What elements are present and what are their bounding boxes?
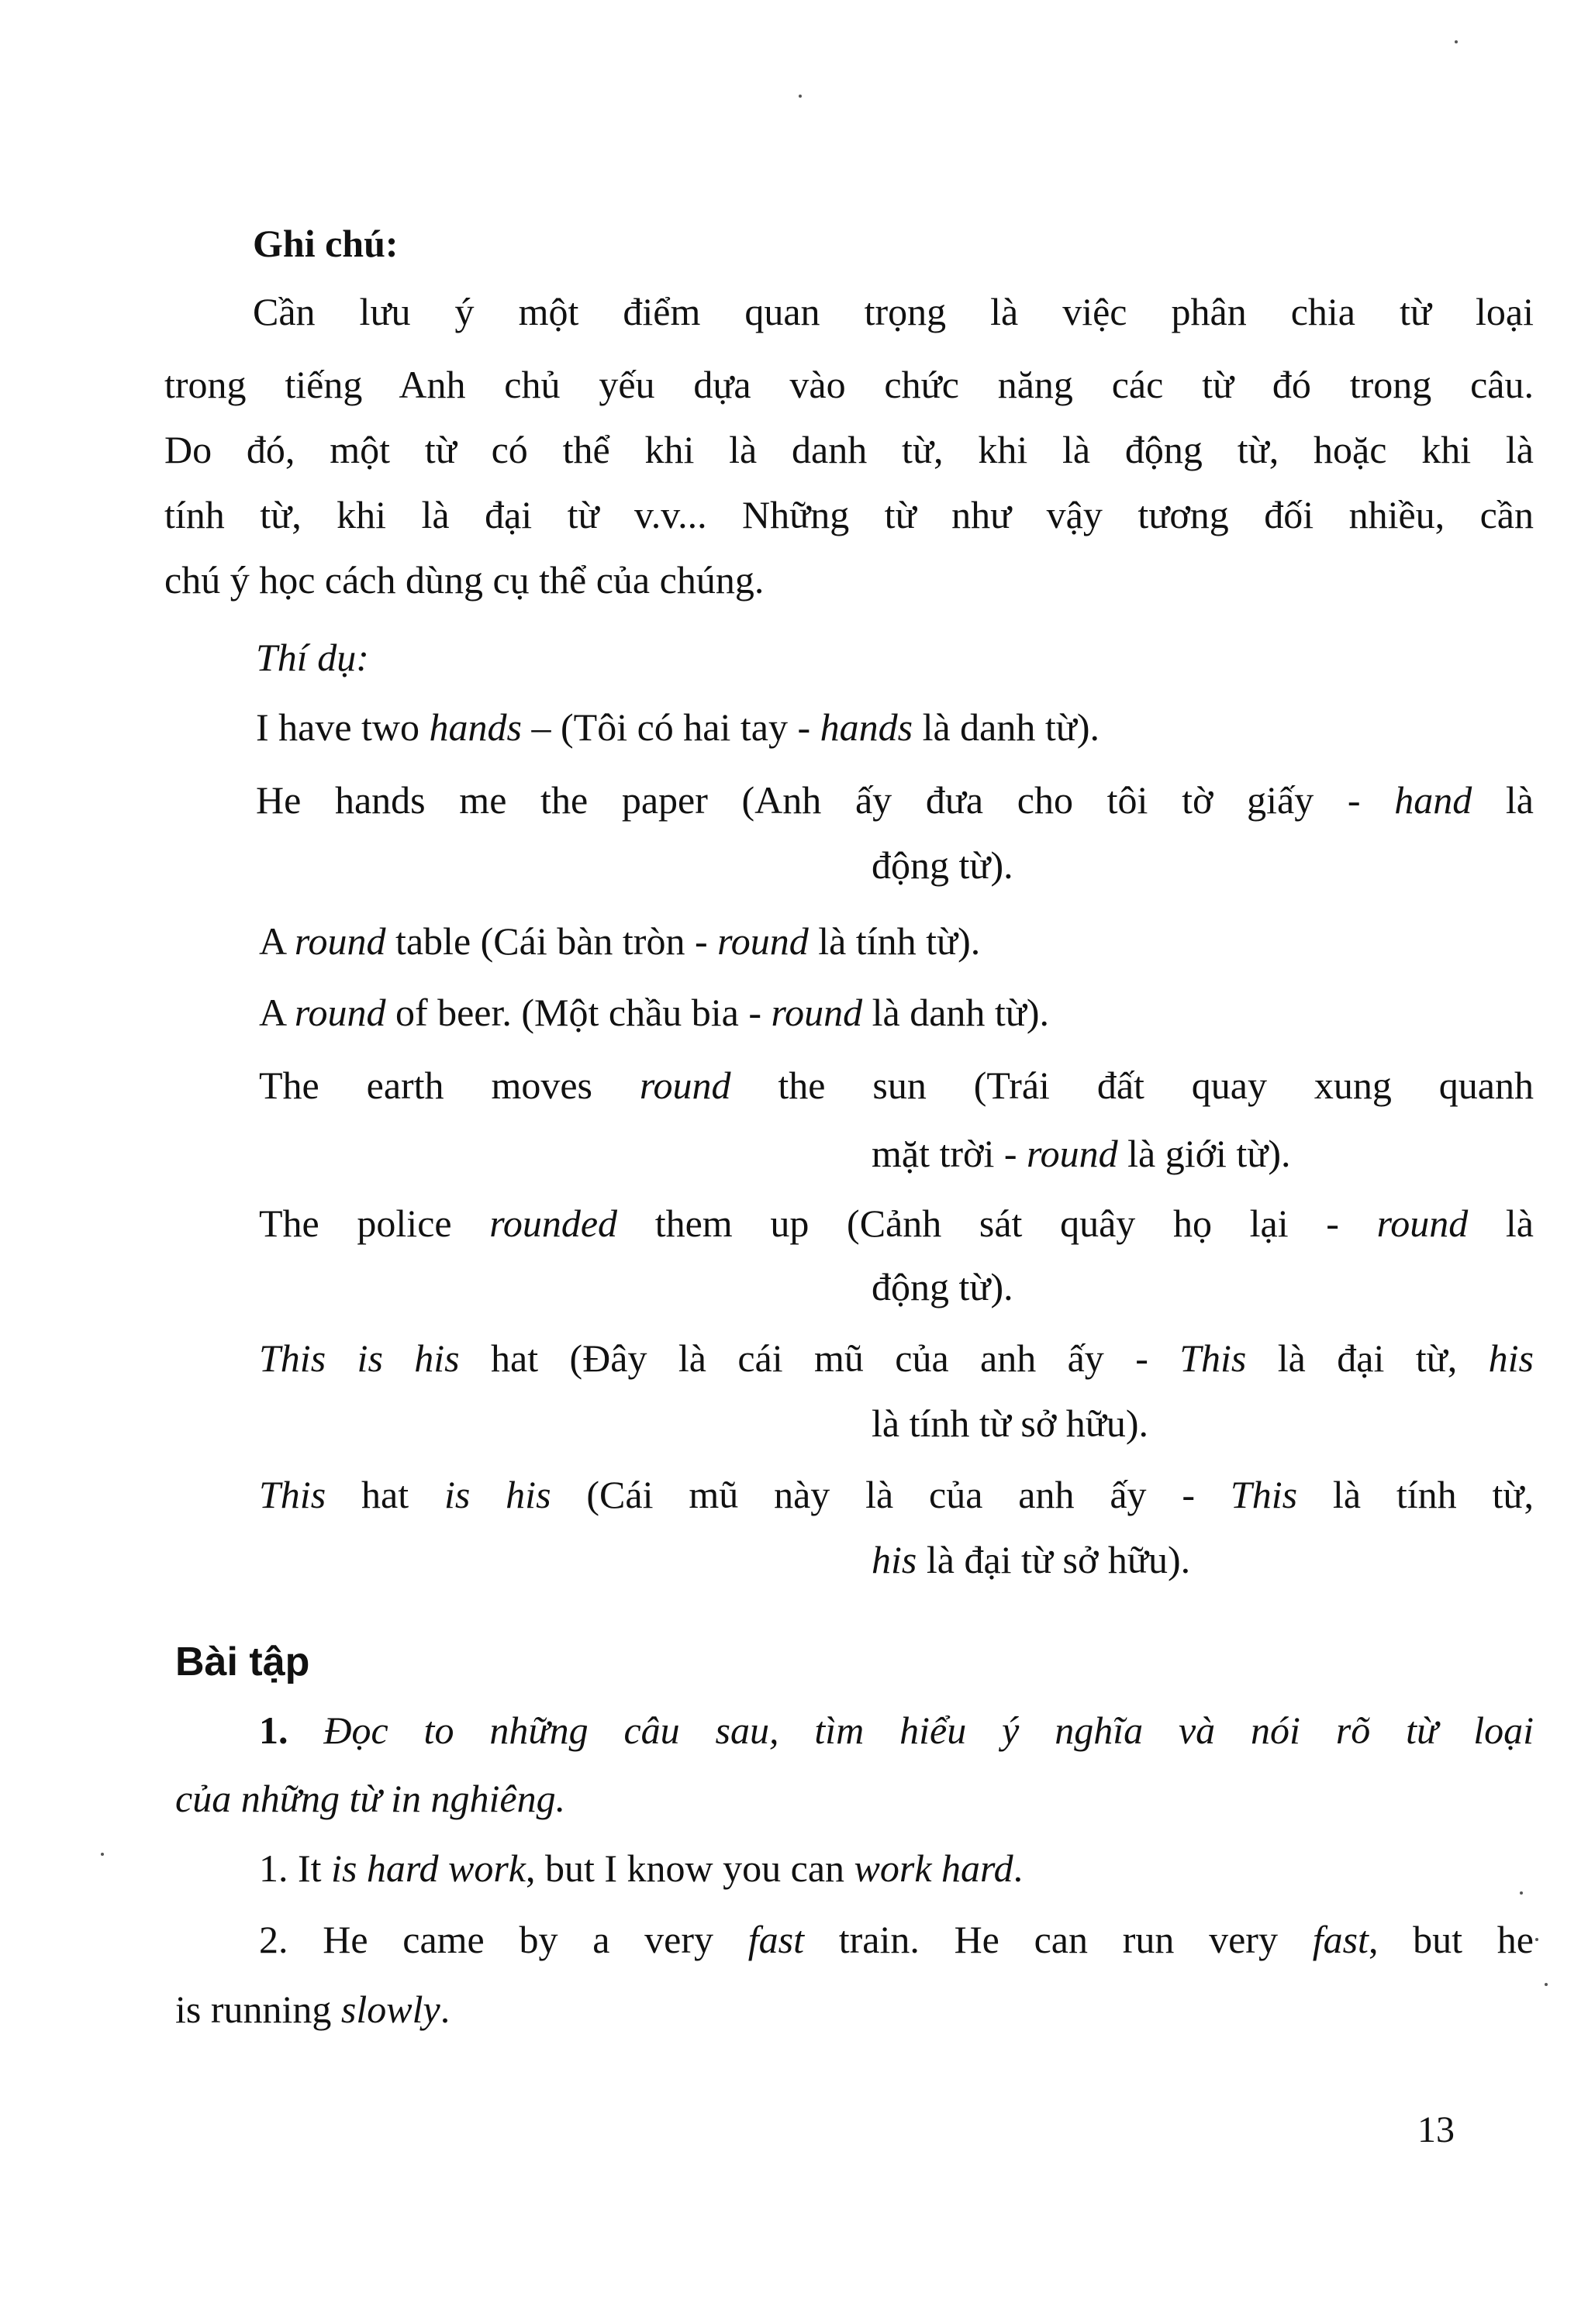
page-number: 13 [1417,2109,1455,2150]
exercise-sentence-2-continued: is running slowly. [175,1988,451,2031]
note-paragraph-line: tính từ, khi là đại từ v.v... Những từ như vậy tương đối nhiều, cần [164,493,1534,536]
example-round-adjective: A round table (Cái bàn tròn - round là tính từ). [259,919,981,963]
note-heading: Ghi chú: [253,222,399,265]
example-rounded-verb-continued: động từ). [872,1265,1013,1309]
exercise-heading: Bài tập [175,1640,310,1684]
example-this-adjective-continued: his là đại từ sở hữu). [872,1538,1191,1581]
note-paragraph-line: Cần lưu ý một điểm quan trọng là việc phân chia từ loại [253,290,1534,333]
scan-speck [1455,40,1458,43]
example-label: Thí dụ: [256,636,369,679]
note-paragraph-line: chú ý học cách dùng cụ thể của chúng. [164,558,765,602]
scan-speck [1535,1938,1538,1941]
example-hands-verb: He hands me the paper (Anh ấy đưa cho tôi tờ giấy - hand là [256,778,1534,822]
note-paragraph-line: trong tiếng Anh chủ yếu dựa vào chức năng các từ đó trong câu. [164,363,1534,406]
example-round-noun: A round of beer. (Một chầu bia - round là danh từ). [259,991,1050,1034]
example-hands-noun: I have two hands – (Tôi có hai tay - hands là danh từ). [256,705,1100,749]
exercise-sentence-1: 1. It is hard work, but I know you can work hard. [259,1846,1024,1890]
scan-speck [1545,1983,1548,1986]
exercise-sentence-2: 2. He came by a very fast train. He can run very fast, but he [259,1918,1534,1961]
exercise-task-line: 1. Đọc to những câu sau, tìm hiểu ý nghĩa và nói rõ từ loại [259,1709,1534,1752]
example-this-adjective: This hat is his (Cái mũ này là của anh ấy - This là tính từ, [259,1473,1534,1516]
exercise-task-line: của những từ in nghiêng. [175,1777,566,1820]
example-round-preposition: The earth moves round the sun (Trái đất quay xung quanh [259,1064,1534,1107]
note-paragraph-line: Do đó, một từ có thể khi là danh từ, khi là động từ, hoặc khi là [164,428,1534,471]
example-round-preposition-continued: mặt trời - round là giới từ). [872,1132,1291,1175]
example-this-pronoun-continued: là tính từ sở hữu). [872,1402,1149,1445]
scan-speck [799,95,802,98]
scan-speck [1520,1891,1523,1895]
example-hands-verb-continued: động từ). [872,843,1013,887]
example-this-pronoun: This is his hat (Đây là cái mũ của anh ấy - This là đại từ, his [259,1336,1534,1380]
scan-speck [101,1853,104,1856]
example-rounded-verb: The police rounded them up (Cảnh sát quây họ lại - round là [259,1202,1534,1245]
